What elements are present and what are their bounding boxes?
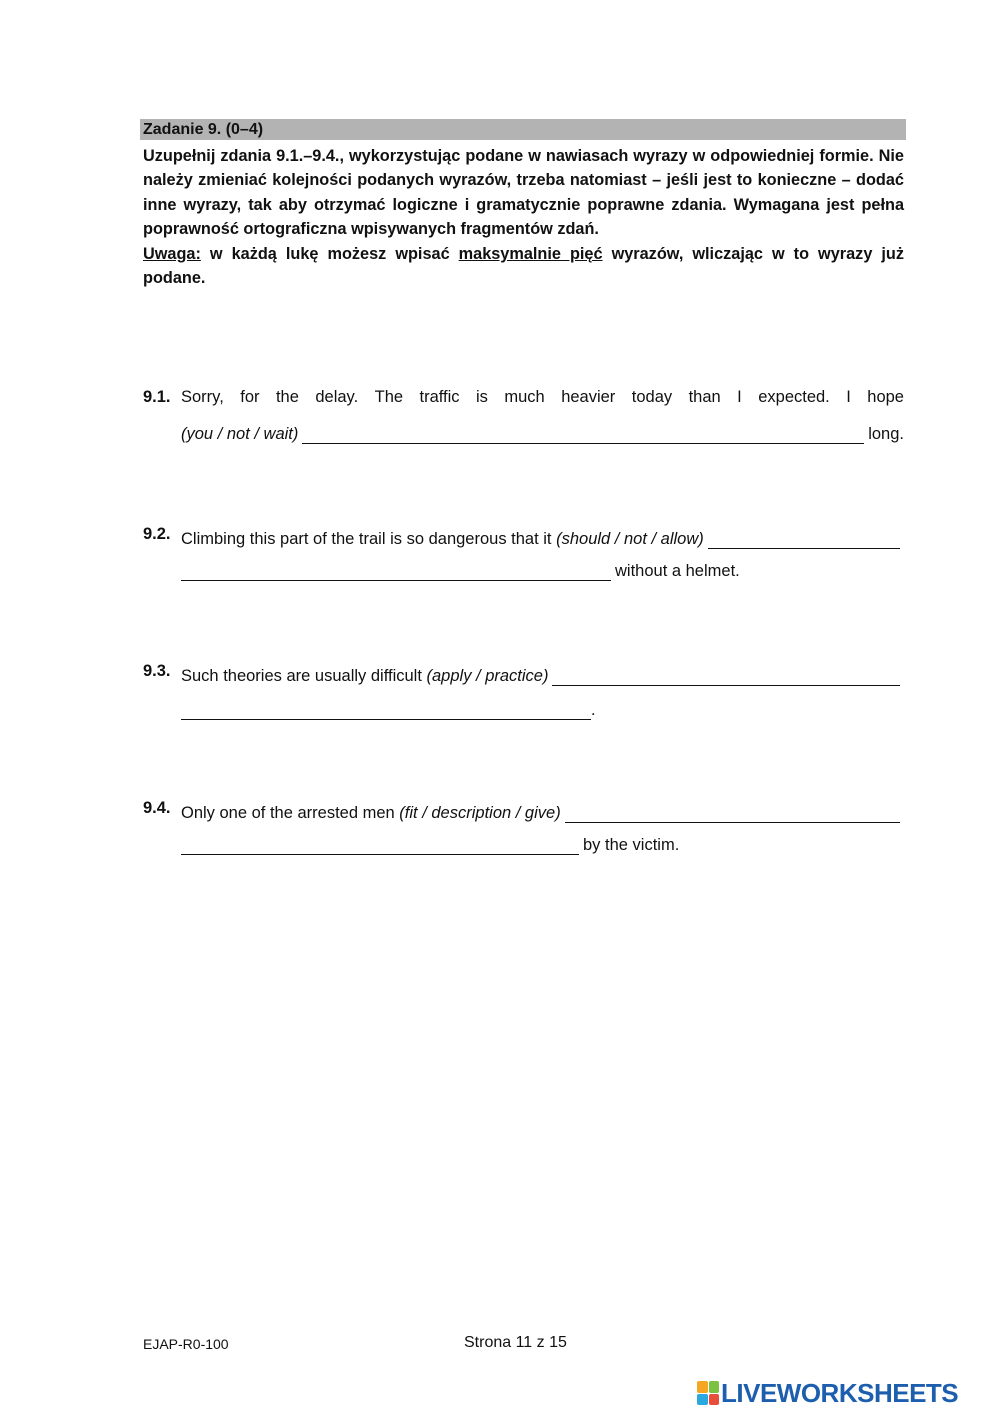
item-9-1-after: long.: [868, 425, 904, 443]
brand-logo-icon: [697, 1381, 719, 1405]
item-9-1-word: Sorry,: [181, 388, 224, 406]
answer-gap-9-4a[interactable]: [565, 804, 900, 823]
answer-gap-9-3b[interactable]: [181, 701, 591, 720]
item-9-4-line1: [181, 799, 904, 823]
item-number: 9.2.: [143, 525, 171, 543]
item-9-4-prompt: (fit / description / give): [399, 804, 561, 822]
item-9-1-word: delay.: [315, 388, 359, 406]
item-9-1-word: the: [275, 388, 299, 406]
item-9-3-before: Such theories are usually difficult: [181, 667, 427, 685]
task-title: Zadanie 9. (0–4): [140, 119, 906, 140]
item-9-2-prompt: (should / not / allow): [556, 530, 704, 548]
item-9-1-word: much: [504, 388, 545, 406]
item-9-1-prompt: (you / not / wait): [181, 425, 299, 443]
item-9-1-line2: [181, 420, 904, 444]
item-9-1-word: traffic: [419, 388, 460, 406]
item-9-1-word: I: [846, 388, 851, 406]
item-9-1-sentence: [181, 388, 904, 412]
item-9-1-word: today: [631, 388, 673, 406]
page-number: Strona 11 z 15: [464, 1334, 567, 1351]
brand-logo-tile: [709, 1394, 720, 1406]
answer-gap-9-1[interactable]: [302, 425, 864, 444]
item-9-4-before: Only one of the arrested men: [181, 804, 400, 822]
item-9-4-line2: [181, 831, 904, 855]
instructions-note: [143, 242, 904, 291]
liveworksheets-logo[interactable]: [697, 1379, 958, 1407]
item-9-3-line1: [181, 662, 904, 686]
task-instructions: [143, 144, 904, 290]
item-9-1-word: is: [476, 388, 488, 406]
item-9-1-word: expected.: [758, 388, 830, 406]
item-number: 9.4.: [143, 799, 171, 817]
note-emphasis: maksymalnie pięć: [458, 244, 603, 263]
brand-logo-tile: [709, 1381, 720, 1393]
note-text-1: w każdą lukę możesz wpisać: [200, 244, 459, 263]
note-label: Uwaga:: [143, 244, 201, 263]
answer-gap-9-3a[interactable]: [552, 667, 900, 686]
item-9-1-word: I: [737, 388, 742, 406]
exam-code: EJAP-R0-100: [143, 1336, 229, 1352]
item-number: 9.3.: [143, 662, 171, 680]
answer-gap-9-4b[interactable]: [181, 836, 579, 855]
item-9-3-after: .: [591, 701, 596, 719]
answer-gap-9-2a[interactable]: [708, 530, 900, 549]
item-9-1-word: for: [240, 388, 260, 406]
item-9-2-before: Climbing this part of the trail is so dangerous that it: [181, 530, 557, 548]
item-9-2-line2: [181, 557, 904, 581]
brand-logo-tile: [697, 1394, 708, 1406]
item-9-1-word: The: [374, 388, 404, 406]
item-9-1-word: hope: [867, 388, 904, 406]
note-text-2: wyrazów, wliczając w to wyrazy już podane.: [143, 244, 904, 288]
item-9-3-prompt: (apply / practice): [426, 667, 549, 685]
item-9-2-line1: [181, 525, 904, 549]
instructions-text: Uzupełnij zdania 9.1.–9.4., wykorzystując podane w nawiasach wyrazy w odpowiedniej formie. Nie należy zmieniać kolejności podanych wyrazów, trzeba natomiast – jeśli jest to konieczne – dodać inne wyrazy, tak aby otrzymać logiczne i gramatycznie poprawne zdania. Wymagana jest pełna poprawność ortograficzna wpisywanych fragmentów zdań.: [143, 147, 904, 239]
item-9-3-line2: [181, 696, 904, 720]
brand-name: LIVEWORKSHEETS: [721, 1378, 959, 1408]
item-9-4-after: by the victim.: [583, 836, 680, 854]
item-number: 9.1.: [143, 388, 171, 406]
item-9-2-after: without a helmet.: [615, 562, 740, 580]
answer-gap-9-2b[interactable]: [181, 562, 611, 581]
item-9-1-word: heavier: [561, 388, 616, 406]
brand-logo-tile: [697, 1381, 708, 1393]
item-9-1-word: than: [688, 388, 721, 406]
